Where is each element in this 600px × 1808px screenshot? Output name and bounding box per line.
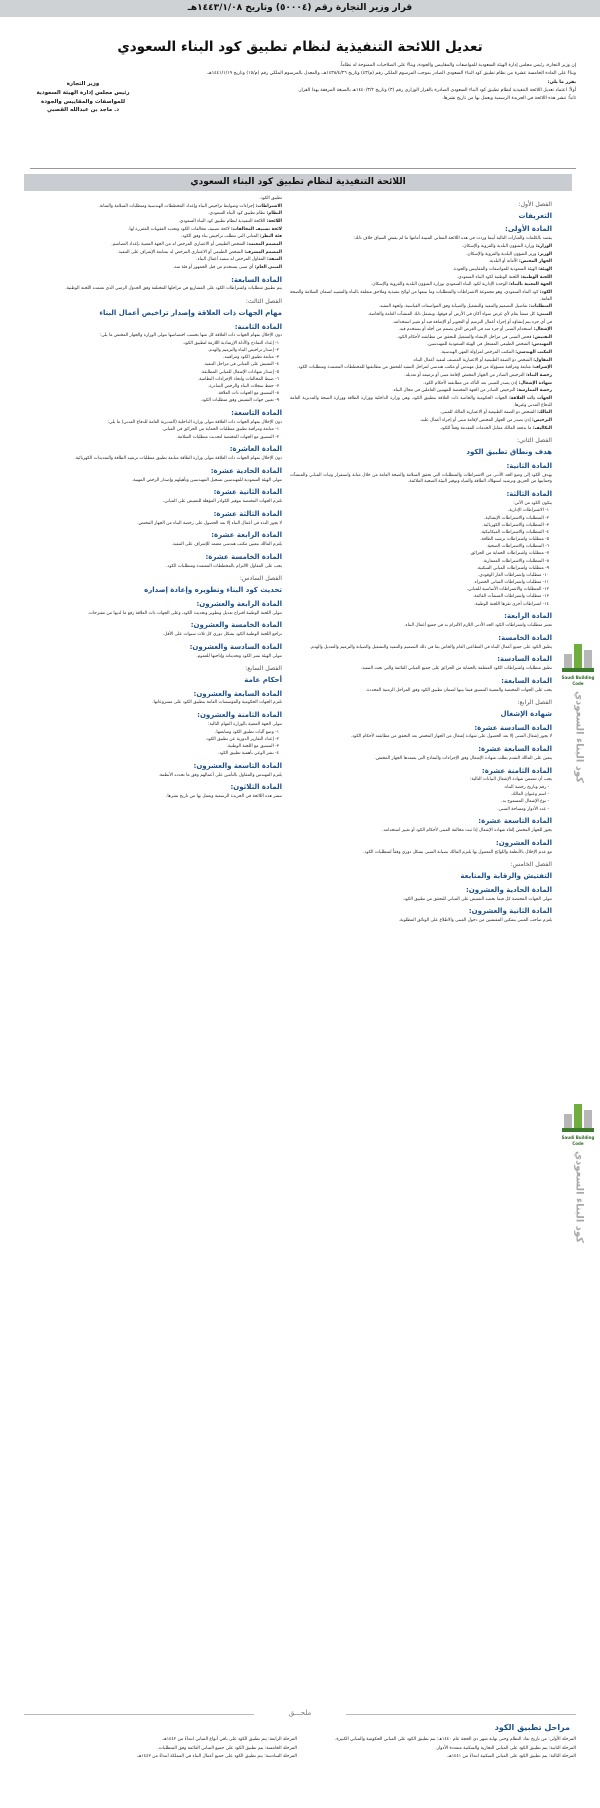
list-item: ٤- نشر الوعي بأهمية تطبيق الكود. bbox=[217, 751, 279, 757]
list-item: - اسم وعنوان المالك. bbox=[510, 792, 549, 798]
appendix-label: ملحـــق bbox=[288, 1709, 312, 1717]
article-heading: المادة السابعة: bbox=[501, 676, 552, 685]
article-heading: المادة الثالثة: bbox=[506, 489, 552, 498]
list-item: ٤- المتطلبات والاشتراطات الميكانيكية. bbox=[480, 529, 549, 535]
chapter-title: أحكام عامة bbox=[244, 675, 282, 684]
definition bbox=[20, 250, 282, 257]
definition-text: الترخيص الصادر من الجهاز المختص لإقامة مبنى أو ترميمه أو تعديله. bbox=[404, 373, 525, 379]
list-item: ٥- متطلبات واشتراطات ترشيد الطاقة. bbox=[480, 537, 549, 543]
definition-text: متابعة ومراقبة مسؤولة من قبل مهندس أو مكتب هندسي لمراحل التنفيذ للتحقق من مطابقتها للمخططات المعتمدة ومتطلبات الكود. bbox=[297, 365, 531, 371]
definition-text: فحص المبنى في مراحل الإنشاء والتشغيل للتحقق من مطابقته لأحكام الكود. bbox=[396, 334, 532, 340]
definition-term: اللائحة: bbox=[266, 218, 282, 224]
list-item: ٣- متابعة تطبيق الكود ومراقبته. bbox=[223, 355, 279, 361]
side-title: كود البناء السعودي bbox=[573, 690, 585, 783]
paragraph: تتولى الهيئة السعودية للمهندسين تسجيل المهندسين وتأهيلهم وإصدار الرخص المهنية. bbox=[131, 477, 282, 483]
article-heading: المادة الرابعة والعشرون: bbox=[196, 599, 282, 608]
definition-term: المصمم المشرف: bbox=[244, 249, 282, 255]
article-heading: المادة السادسة: bbox=[497, 655, 552, 664]
definition-term: المكتب الهندسي: bbox=[515, 350, 552, 356]
definition bbox=[290, 350, 552, 357]
definition-term: المصمم المعتمد: bbox=[246, 241, 282, 247]
definition-term: رخصة البناء: bbox=[525, 373, 552, 379]
article-heading: المادة الثلاثون: bbox=[230, 783, 282, 792]
definition-text: نظام تطبيق كود البناء السعودي. bbox=[208, 211, 266, 217]
paragraph: يتم تطبيق متطلبات واشتراطات الكود على المشاريع في مراحلها المختلفة وفق الجدول الزمني الذي تعتمده اللجنة الوطنية. bbox=[65, 286, 282, 292]
article-heading: المادة الثامنة: bbox=[234, 322, 282, 331]
paragraph: يهدف الكود إلى وضع الحد الأدنى من الاشتراطات والمتطلبات التي تحقق السلامة والصحة العامة من خلال متانة واستقرار وثبات المباني والمنشآت وحمايتها من الحريق وترشيد استهلاك الطاقة والمياه وتوفير البيئة الصحية الملائمة. bbox=[290, 472, 552, 485]
definition-term: المبنى: bbox=[536, 311, 552, 317]
definition bbox=[290, 290, 552, 303]
paragraph: تعتبر متطلبات واشتراطات الكود الحد الأدنى اللازم الالتزام به في جميع أعمال البناء. bbox=[404, 623, 552, 628]
preamble-line: يقرر ما يلي: bbox=[547, 79, 576, 85]
chapter-label: الفصل الثالث: bbox=[245, 298, 282, 306]
definition-text: الشخص الطبيعي أو الاعتباري المرخص له من الجهة المعنية بإعداد التصاميم. bbox=[111, 241, 246, 247]
definition-term: الإشغال: bbox=[533, 327, 552, 333]
article-heading: المادة الثانية عشرة: bbox=[213, 488, 282, 497]
definition-term: المالك: bbox=[537, 410, 552, 416]
chapter-label: الفصل السادس: bbox=[239, 575, 282, 583]
article-heading: المادة الثانية: bbox=[506, 461, 552, 470]
appendix-paragraph: المرحلة الخامسة: يتم تطبيق الكود على جميع المباني القائمة وفق المتطلبات. bbox=[157, 1745, 297, 1751]
list-item: ٦- المتطلبات والاشتراطات الصحية. bbox=[486, 544, 549, 550]
definition-text: وزير الشؤون البلدية والقروية والإسكان. bbox=[466, 251, 537, 257]
definition bbox=[290, 312, 552, 319]
chapter-label: الفصل الثاني: bbox=[516, 437, 552, 445]
definition-text: الشخص ذو الصفة الطبيعية أو الاعتبارية المالك للمبنى. bbox=[439, 410, 536, 416]
list-item: ٦- ضبط المخالفات واتخاذ الإجراءات النظامية. bbox=[197, 376, 279, 382]
definition-term: الوزير: bbox=[537, 251, 552, 257]
appendix-paragraph: المرحلة الأولى: من تاريخ نفاذ النظام وحتى نهاية شهر ذي الحجة عام ١٤٤٠هـ: يتم تطبيق الكود على المباني الحكومية والمباني الكبيرة. bbox=[334, 1737, 576, 1742]
definition-text: الشخص الطبيعي المسجل في الهيئة السعودية للمهندسين. bbox=[426, 342, 530, 348]
sbc-logo-icon bbox=[562, 640, 594, 672]
appendix-paragraph: المرحلة الرابعة: يتم تطبيق الكود على باقي أنواع المباني ابتداءً من ١٤٤٢هـ. bbox=[161, 1737, 297, 1742]
definition-text: الترخيص الصادر من الجهة المختصة للمهنيين العاملين في مجال البناء. bbox=[392, 388, 516, 394]
definition-term: شهادة الإشغال: bbox=[518, 380, 552, 386]
column-left bbox=[20, 196, 282, 802]
article-heading: المادة السابعة: bbox=[231, 275, 282, 284]
article-heading: المادة التاسعة عشرة: bbox=[478, 817, 552, 826]
paragraph: مع عدم الإخلال بالأنظمة واللوائح المعمول بها يلتزم المالك بصيانة المبنى بشكل دوري وفقاً لمتطلبات الكود. bbox=[363, 849, 552, 855]
list-item: ٢- إصدار تراخيص البناء والترميم والهدم. bbox=[207, 348, 279, 354]
list-item: - عدد الأدوار ومساحة المبنى. bbox=[497, 806, 549, 812]
definition bbox=[290, 373, 552, 380]
signature-name: د. ماجد بن عبدالله القصبي bbox=[46, 107, 120, 114]
chapter-title: التفتيش والرقابة والمتابعة bbox=[460, 871, 552, 880]
definition-term: المتطلبات: bbox=[528, 304, 552, 310]
preamble-line: ثانياً: تنشر هذه اللائحة في الجريدة الرسمية ويعمل بها من تاريخ نشرها. bbox=[442, 96, 576, 102]
definition-term: الهيئة: bbox=[538, 266, 552, 272]
definition-term: لائحة تصنيف المخالفات: bbox=[230, 226, 282, 232]
definition-text: اللجنة الوطنية لكود البناء السعودي. bbox=[456, 274, 520, 280]
definition-text: إذن يصدر للمبنى بعد التأكد من مطابقته لأحكام الكود. bbox=[423, 380, 518, 386]
definition bbox=[290, 388, 552, 395]
definition bbox=[20, 242, 282, 249]
paragraph: تلتزم الجهات المختصة بتوفير الكوادر المؤهلة للتفتيش على المباني. bbox=[162, 499, 282, 505]
definition bbox=[290, 426, 552, 433]
list-item: ٢- المتطلبات والاشتراطات الإنشائية. bbox=[484, 515, 549, 521]
list-item: ٤- التفتيش على المباني في مراحل التنفيذ. bbox=[203, 362, 279, 368]
appendix-column-right bbox=[307, 1736, 576, 1762]
chapter-label: الفصل الأول: bbox=[518, 201, 552, 208]
paragraph: في أي جزء يتم إنشاؤه أو إجراء أعمال الترميم أو التحوير أو الإضافة فيه أو تغيير استخدامه. bbox=[392, 319, 552, 325]
paragraph: تطبق متطلبات واشتراطات الكود المتعلقة بالحماية من الحرائق على جميع المباني القائمة والتي تحت التنفيذ. bbox=[360, 666, 552, 671]
sbc-logo-icon bbox=[562, 1100, 594, 1132]
definition-text: كل منشأ يقام لأي غرض سواء أكان في الأرض أم فوقها، ويشمل ذلك المنشآت العامة والخاصة. bbox=[367, 311, 536, 317]
appendix-body bbox=[28, 1736, 576, 1762]
definition bbox=[290, 304, 552, 311]
definition bbox=[20, 257, 282, 264]
list-item: ١- متابعة ومراقبة تطبيق متطلبات الحماية من الحرائق في المباني. bbox=[161, 427, 279, 433]
definition bbox=[20, 219, 282, 226]
list-item: - رقم وتاريخ رخصة البناء. bbox=[503, 785, 549, 791]
paragraph: دون الإخلال بمهام الجهات ذات العلاقة تتولى وزارة الطاقة متابعة تطبيق متطلبات ترشيد الطاقة والتمديدات الكهربائية. bbox=[74, 456, 282, 462]
chapter-title: التعريفات bbox=[518, 211, 552, 220]
paragraph: لا يجوز البدء في أعمال البناء إلا بعد الحصول على رخصة البناء من الجهاز المختص. bbox=[137, 520, 282, 526]
article-heading: المادة الأولى: bbox=[505, 225, 552, 234]
article-heading: المادة التاسعة والعشرون: bbox=[193, 761, 282, 770]
paragraph: تنشر هذه اللائحة في الجريدة الرسمية ويعمل بها من تاريخ نشرها. bbox=[165, 794, 282, 800]
definition-term: التفتيش: bbox=[532, 334, 552, 340]
side-title: كود البناء السعودي bbox=[573, 1150, 585, 1243]
definition-term: الوزارة: bbox=[535, 243, 552, 249]
definition-term: الكود: bbox=[539, 289, 552, 295]
list-item: ٢- إعداد التقارير الدورية عن تطبيق الكود. bbox=[205, 736, 279, 742]
list-item: ٩- متطلبات واشتراطات المباني السكنية. bbox=[476, 565, 549, 571]
article-heading: المادة الرابعة عشرة: bbox=[211, 531, 282, 540]
paragraph: يجب أن تتضمن شهادة الإشغال البيانات التالية: bbox=[470, 777, 552, 783]
list-item: ٩- تعيين جهات التفتيش وفق متطلبات الكود. bbox=[200, 398, 279, 404]
definition bbox=[290, 244, 552, 251]
article-heading: المادة السادسة عشرة: bbox=[474, 723, 552, 732]
definition bbox=[290, 418, 552, 425]
definition-term: المنفذ: bbox=[266, 257, 282, 263]
definition-term: الجهاز المختص: bbox=[518, 259, 552, 265]
definition bbox=[290, 342, 552, 349]
article-heading: المادة الحادية والعشرون: bbox=[465, 885, 552, 894]
side-branding bbox=[556, 1100, 600, 1270]
definition-text: وزارة الشؤون البلدية والقروية والإسكان. bbox=[462, 243, 535, 249]
paragraph: يلتزم المالك بتعيين مكتب هندسي معتمد للإشراف على التنفيذ. bbox=[171, 542, 282, 548]
definition bbox=[290, 252, 552, 259]
chapter-title: هدف ونطاق تطبيق الكود bbox=[466, 447, 552, 456]
paragraph: تتولى الهيئة نشر الكود وتحديثاته وإتاحتها للعموم. bbox=[196, 653, 282, 659]
definition bbox=[290, 396, 552, 409]
definition-text: المكتب المرخص لمزاولة المهن الهندسية. bbox=[440, 350, 514, 356]
column-right bbox=[290, 196, 552, 926]
header-bar bbox=[0, 0, 600, 17]
definition bbox=[290, 327, 552, 334]
definition bbox=[20, 265, 282, 272]
paragraph: يتكون الكود من الآتي: bbox=[513, 500, 552, 506]
definition bbox=[290, 358, 552, 365]
signature-title: رئيس مجلس إدارة الهيئة السعودية bbox=[36, 89, 130, 96]
article-heading: المادة العشرون: bbox=[495, 838, 552, 847]
paragraph: يجب على المقاول الالتزام بالمخططات المعتمدة ومتطلبات الكود. bbox=[166, 563, 282, 569]
appendix-paragraph: المرحلة الثانية: يتم تطبيق الكود على المباني التجارية والسكنية متعددة الأدوار. bbox=[435, 1745, 576, 1751]
signature-block bbox=[8, 80, 158, 115]
definition bbox=[290, 267, 552, 274]
side-branding bbox=[556, 640, 600, 810]
page-title: تعديل اللائحة التنفيذية لنظام تطبيق كود البناء السعودي bbox=[117, 39, 483, 55]
paragraph: تتولى الجهات المختصة كل فيما يخصه التفتيش على المباني للتحقق من تطبيق الكود. bbox=[402, 896, 552, 902]
paragraph: تراجع اللجنة الوطنية الكود بشكل دوري كل ثلاث سنوات على الأقل. bbox=[162, 632, 282, 638]
definition bbox=[20, 204, 282, 211]
list-item: - نوع الإشغال المسموح به. bbox=[501, 799, 549, 805]
preamble-line: أولاً: اعتماد تعديل اللائحة التنفيذية لنظام تطبيق كود البناء السعودي الصادرة بالقرار الوزاري رقم (٣) وتاريخ ١٤٤٠/٣/٢هـ بالصيغة المرفقة بهذا القرار. bbox=[297, 88, 576, 94]
list-item: ١- إعداد النماذج والأدلة الإرشادية اللازمة لتطبيق الكود. bbox=[182, 341, 279, 347]
definition-text: الشخص الطبيعي أو الاعتباري المرخص له بمتابعة الإشراف على التنفيذ. bbox=[117, 249, 243, 255]
list-item: ١١- متطلبات واشتراطات المباني الخضراء. bbox=[473, 580, 549, 586]
article-heading: المادة الحادية عشرة: bbox=[210, 466, 282, 475]
list-item: ٣- التنسيق مع اللجنة الوطنية. bbox=[226, 743, 279, 749]
preamble-line: إن وزير التجارة، رئيس مجلس إدارة الهيئة السعودية للمواصفات والمقاييس والجودة، وبناءً على الصلاحيات الممنوحة له نظاماً. bbox=[339, 63, 576, 68]
definition-term: التكاليف: bbox=[532, 425, 552, 431]
article-heading: المادة الخامسة: bbox=[498, 633, 552, 642]
chapter-title: شهادة الإشغال bbox=[500, 709, 552, 718]
paragraph: تتولى الجهة المعنية بالوزارة المهام التالية: bbox=[208, 721, 282, 727]
list-item: ١٤- اشتراطات أخرى تقرها اللجنة الوطنية. bbox=[473, 601, 549, 607]
article-heading: المادة العاشرة: bbox=[229, 445, 282, 454]
signature-title: وزير التجارة bbox=[66, 81, 100, 87]
chapter-title: مهام الجهات ذات العلاقة وإصدار تراخيص أعمال البناء bbox=[99, 308, 282, 317]
definition bbox=[20, 234, 282, 241]
appendix-column-left bbox=[28, 1736, 297, 1762]
decision-number: قرار وزير التجارة رقم (٥٠٠٠٤) وتاريخ ١٤٤٣/١/٠٨هـ bbox=[187, 2, 413, 13]
definition-text: تفاصيل التصميم والتنفيذ والتشغيل والصيانة وفق المواصفات القياسية، ولجهة التنفيذ. bbox=[378, 304, 528, 310]
paragraph: يتعين على المالك التقدم بطلب شهادة الإشغال وفق الإجراءات والنماذج التي يعتمدها الجهاز المختص. bbox=[374, 755, 552, 761]
definition-text: اللائحة التنفيذية لنظام تطبيق كود البناء السعودي. bbox=[178, 218, 266, 224]
list-item: ٥- إصدار شهادات الإشغال للمباني المطابقة. bbox=[200, 369, 279, 375]
list-item: ٧- حفظ سجلات البناء والرخص الصادرة. bbox=[207, 383, 279, 389]
list-item: ٧- متطلبات واشتراطات الحماية من الحرائق. bbox=[469, 551, 549, 557]
article-heading: المادة الثالثة عشرة: bbox=[213, 509, 282, 518]
paragraph: دون الإخلال بمهام الجهات ذات العلاقة كل منها بحسب اختصاصها تتولى الوزارة والجهاز المختص ما يلي: bbox=[99, 333, 282, 339]
definition-text: ما يدفعه المالك مقابل الخدمات المقدمة وفقاً للكود. bbox=[439, 425, 532, 431]
paragraph: يجب على الجهات المختصة والمعنية التنسيق فيما بينها لضمان تطبيق الكود وفق المراحل الزمنية المحددة. bbox=[365, 687, 552, 693]
paragraph: دون الإخلال بمهام الجهات ذات العلاقة تتولى وزارة الداخلية (المديرية العامة للدفاع المدني) ما يلي: bbox=[107, 419, 282, 425]
definition bbox=[290, 275, 552, 282]
definition-text: الأمانة أو البلدية. bbox=[488, 259, 518, 265]
paragraph: يقصد بالكلمات والعبارات التالية أينما وردت في هذه اللائحة المعاني المبينة أمامها ما لم يقتضِ السياق خلاف ذلك: bbox=[353, 236, 552, 242]
definition bbox=[290, 365, 552, 372]
definition-text: المقاول المرخص له بتنفيذ أعمال البناء. bbox=[196, 257, 266, 263]
appendix-paragraph: المرحلة الثالثة: يتم تطبيق الكود على المباني السكنية ابتداءً من ١٤٤١هـ. bbox=[446, 1754, 576, 1760]
appendix-paragraph: المرحلة السادسة: يتم تطبيق الكود على جميع أعمال البناء في المملكة ابتداءً من ١٤٤٣هـ. bbox=[136, 1754, 297, 1760]
list-item: ٣- المتطلبات والاشتراطات الكهربائية. bbox=[482, 522, 549, 528]
list-item: ٨- المتطلبات والاشتراطات المعمارية. bbox=[482, 558, 549, 564]
definition-term: المبنى العام: bbox=[254, 264, 282, 270]
paragraph: تتولى اللجنة الوطنية اقتراح تعديل وتطوير وتحديث الكود، وعلى الجهات ذات العلاقة رفع ما لديها من مقترحات. bbox=[87, 610, 282, 616]
list-item: ٢- التنسيق مع الجهات المختصة لتحديث متطلبات السلامة. bbox=[176, 434, 279, 440]
definition-text: أي مبنى يستخدم من قبل الجمهور أو فئة منه. bbox=[172, 264, 254, 270]
definition-text: كود البناء السعودي، وهو مجموعة الاشتراطات والمتطلبات وما يتبعها من لوائح تنفيذية وملاحق متعلقة بالبناء والتشييد لضمان السلامة والصحة العامة. bbox=[290, 289, 552, 302]
definition-text: لائحة تصنيف مخالفات الكود وتحديد العقوبات المقررة لها. bbox=[128, 226, 230, 232]
definition bbox=[290, 410, 552, 417]
definition-text: استخدام المبنى أو جزء منه في الغرض الذي يصمم من أجله أو يستخدم فيه. bbox=[398, 327, 533, 333]
definition-term: المقاول: bbox=[533, 357, 552, 363]
definition-term: رخصة الممارسة: bbox=[516, 388, 552, 394]
article-heading: المادة الرابعة: bbox=[504, 612, 552, 621]
logo-caption: Saudi Building Code bbox=[561, 675, 595, 686]
chapter-label: الفصل الخامس: bbox=[510, 861, 552, 869]
chapter-title: تحديث كود البناء وتطويره وإعادة إصداره bbox=[144, 585, 282, 594]
appendix-title: مراحل تطبيق الكود bbox=[494, 1723, 570, 1732]
definition bbox=[290, 381, 552, 388]
definition-text: الوحدة الإدارية لكود البناء السعودي بوزارة الشؤون البلدية والقروية والإسكان. bbox=[370, 282, 508, 288]
definition-text: إذن يصدر من الجهاز المختص لإقامة مبنى أو إجراء أعمال عليه. bbox=[419, 418, 531, 424]
article-heading: المادة السابعة والعشرون: bbox=[193, 689, 282, 698]
paragraph: يلتزم المهندس والمقاول بالتأمين على أعمالهم وفق ما تحدده الأنظمة. bbox=[158, 772, 282, 778]
definition-term: الترخيص: bbox=[532, 418, 552, 424]
paragraph: يجوز للجهاز المختص إلغاء شهادة الإشغال إذا ثبت مخالفة المبنى لأحكام الكود أو تغيير استخدامه. bbox=[382, 828, 552, 834]
definition-text: الهيئة السعودية للمواصفات والمقاييس والجودة. bbox=[452, 266, 537, 272]
signature-title: للمواصفات والمقاييس والجودة bbox=[40, 98, 126, 105]
divider bbox=[30, 168, 576, 169]
article-heading: المادة التاسعة: bbox=[231, 408, 282, 417]
paragraph: يطبق الكود على جميع أعمال البناء في القطاعين العام والخاص بما في ذلك التصميم والتنفيذ والتشغيل والصيانة والترميم والتعديل والهدم. bbox=[309, 644, 552, 650]
paragraph: تلتزم الجهات الحكومية والمؤسسات العامة بتطبيق الكود على مشروعاتها. bbox=[152, 700, 282, 706]
definition-term: المهندس: bbox=[531, 342, 552, 348]
definition-text: الجهات الحكومية والخاصة ذات العلاقة بتطبيق الكود، وهي وزارة الداخلية ووزارة الطاقة ووزارة الصحة والمديرية العامة للدفاع المدني وغيرها. bbox=[290, 396, 552, 408]
preamble-line: وبناءً على المادة الخامسة عشرة من نظام تطبيق كود البناء السعودي الصادر بموجب المرسوم الملكي رقم (م/٤٣) وتاريخ ١٤٣٨/٤/٢٦هـ، والمعدل بالمرسوم الملكي رقم (م/١٥) وتاريخ ١٤٤١/١/١٩هـ. bbox=[206, 71, 576, 77]
definition-term: فئة النظر: bbox=[259, 234, 282, 240]
paragraph: لا يجوز إشغال المبنى إلا بعد الحصول على شهادة إشغال من الجهاز المختص بعد التحقق من مطابقته لأحكام الكود. bbox=[350, 734, 552, 740]
paragraph: يلتزم صاحب المبنى بتمكين المفتشين من دخول المبنى والاطلاع على الوثائق المطلوبة. bbox=[398, 918, 552, 924]
list-item: ١- وضع آليات تطبيق الكود ومتابعتها. bbox=[215, 729, 279, 735]
definition-term: الجهات ذات العلاقة: bbox=[509, 396, 552, 402]
chapter-label: الفصل السابع: bbox=[245, 665, 282, 673]
definition-term: النظام: bbox=[266, 211, 282, 217]
section-header bbox=[24, 174, 572, 191]
article-heading: المادة الخامسة عشرة: bbox=[205, 552, 282, 561]
list-item: ١٣- متطلبات واشتراطات المنشآت القائمة. bbox=[472, 594, 549, 600]
section-title: اللائحة التنفيذية لنظام تطبيق كود البناء السعودي bbox=[190, 176, 406, 187]
chapter-label: الفصل الرابع: bbox=[517, 699, 552, 707]
article-heading: المادة الخامسة والعشرون: bbox=[190, 621, 282, 630]
article-heading: المادة الثامنة والعشرون: bbox=[197, 711, 282, 720]
definition-term: الإشراف: bbox=[532, 365, 552, 371]
list-item: ٨- التنسيق مع الجهات ذات العلاقة. bbox=[217, 391, 279, 397]
definition bbox=[290, 282, 552, 289]
article-heading: المادة السابعة عشرة: bbox=[478, 745, 552, 754]
paragraph: تطبيق الكود. bbox=[259, 196, 282, 201]
article-heading: المادة الثانية والعشرون: bbox=[468, 907, 552, 916]
definition bbox=[290, 335, 552, 342]
list-item: ١٠- متطلبات واشتراطات الغاز الوقودي. bbox=[478, 572, 549, 578]
list-item: ١- الاشتراطات الإدارية. bbox=[507, 508, 549, 514]
definition-term: الاشتراطات: bbox=[255, 203, 282, 209]
definition-text: المباني التي تتطلب تراخيص بناء وفق الكود. bbox=[181, 234, 259, 240]
definition-text: إجراءات وضوابط تراخيص البناء وإعداد المخططات الهندسية ومتطلبات السلامة والمتانة. bbox=[98, 203, 255, 209]
article-heading: المادة السادسة والعشرون: bbox=[189, 642, 282, 651]
list-item: ١٢- المتطلبات والاشتراطات الأساسية للمباني. bbox=[466, 587, 549, 593]
definition bbox=[20, 227, 282, 234]
definition bbox=[20, 211, 282, 218]
definition-term: اللجنة الوطنية: bbox=[520, 274, 552, 280]
logo-caption: Saudi Building Code bbox=[561, 1135, 595, 1146]
definition bbox=[290, 259, 552, 266]
definition-term: الجهة المعنية بالبناء: bbox=[508, 282, 552, 288]
article-heading: المادة الثامنة عشرة: bbox=[481, 766, 552, 775]
definition-text: الشخص ذو الصفة الطبيعية أو الاعتبارية المصنف لتنفيذ أعمال البناء. bbox=[412, 357, 532, 363]
